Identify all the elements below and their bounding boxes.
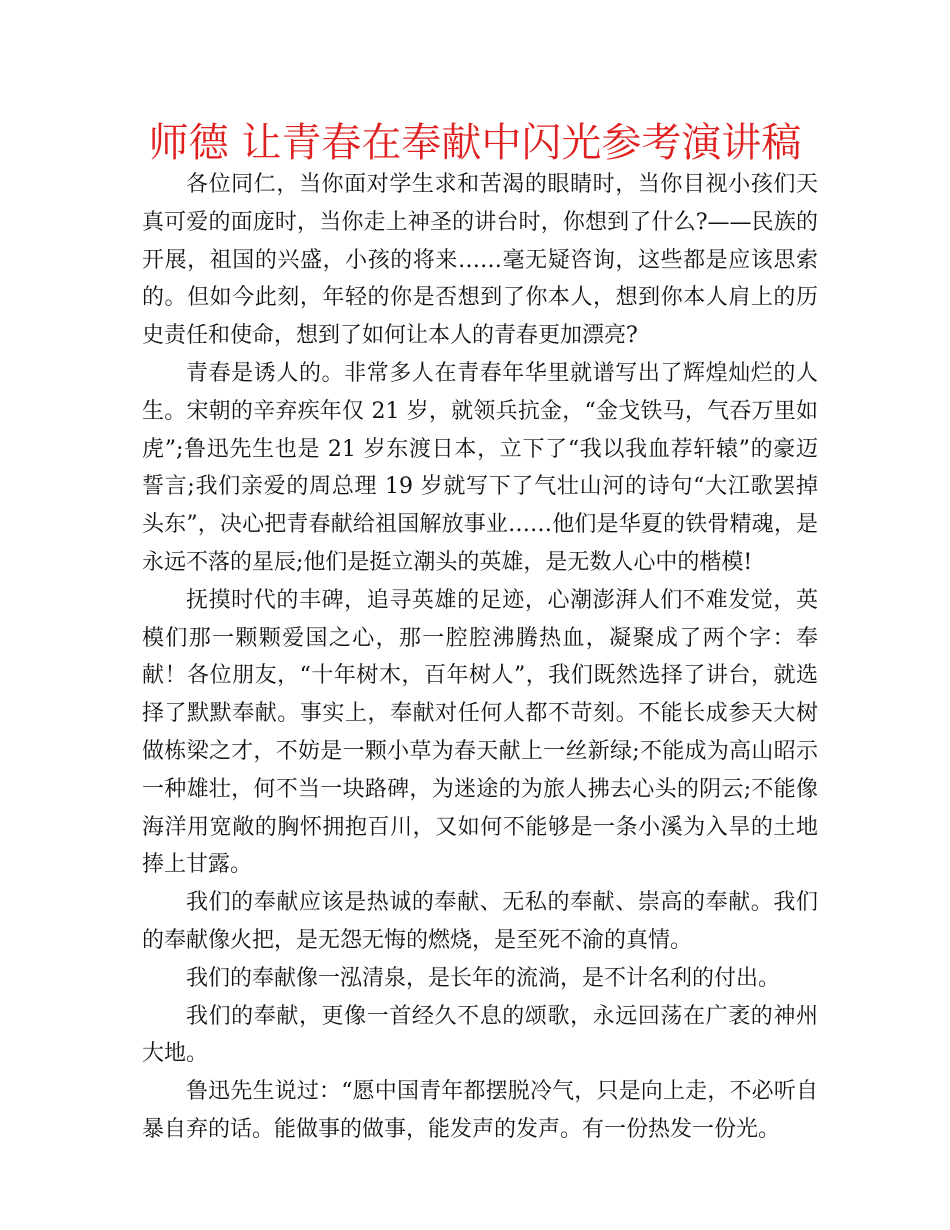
paragraph-5: 我们的奉献像一泓清泉，是长年的流淌，是不计名利的付出。 — [186, 965, 781, 991]
paragraph-4: 我们的奉献应该是热诚的奉献、无私的奉献、崇高的奉献。我们的奉献像火把，是无怨无悔的燃烧，是至死不渝的真情。 — [142, 890, 818, 953]
paragraph-6: 我们的奉献，更像一首经久不息的颂歌，永远回荡在广袤的神州大地。 — [142, 1003, 818, 1067]
document-body — [142, 166, 818, 1149]
paragraph-1: 各位同仁，当你面对学生求和苦渴的眼睛时，当你目视小孩们天真可爱的面庞时，当你走上神圣的讲台时，你想到了什么?——民族的开展，祖国的兴盛，小孩的将来……毫无疑咨询，这些都是应该思索的。但如今此刻，年轻的你是否想到了你本人，想到你本人肩上的历史责任和使命，想到了如何让本人的青春更加漂亮? — [142, 172, 818, 349]
paragraph-7: 鲁迅先生说过：“愿中国青年都摆脱冷气，只是向上走，不必听自暴自弃的话。能做事的做事，能发声的发声。有一份热发一份光。 — [142, 1079, 818, 1142]
paragraph-2: 青春是诱人的。非常多人在青春年华里就谱写出了辉煌灿烂的人生。宋朝的辛弃疾年仅 21 岁，就领兵抗金，“金戈铁马，气吞万里如虎”;鲁迅先生也是 21 岁东渡日本，立下了“我以我血荐轩辕”的豪迈誓言;我们亲爱的周总理 19 岁就写下了气壮山河的诗句“大江歌罢掉头东”，决心把青春献给祖国解放事业……他们是华夏的铁骨精魂，是永远不落的星辰;他们是挺立潮头的英雄，是无数人心中的楷模! — [142, 360, 818, 575]
paragraph-3: 抚摸时代的丰碑，追寻英雄的足迹，心潮澎湃人们不难发觉，英模们那一颗颗爱国之心，那一腔腔沸腾热血，凝聚成了两个字：奉献！各位朋友，“十年树木，百年树人”，我们既然选择了讲台，就选择了默默奉献。事实上，奉献对任何人都不苛刻。不能长成参天大树做栋梁之才，不妨是一颗小草为春天献上一丝新绿;不能成为高山昭示一种雄壮，何不当一块路碑，为迷途的为旅人拂去心头的阴云;不能像海洋用宽敞的胸怀拥抱百川，又如何不能够是一条小溪为入旱的土地捧上甘露。 — [142, 587, 818, 878]
document-title: 师德 让青春在奉献中闪光参考演讲稿 — [148, 120, 802, 166]
